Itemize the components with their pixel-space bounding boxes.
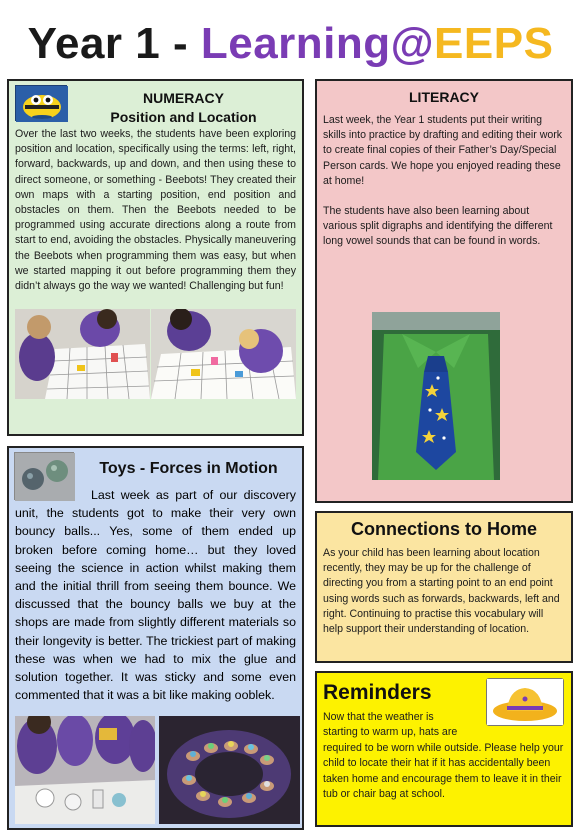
reminders-line-2: starting to warm up, hats are — [323, 726, 458, 739]
title-eeps: EEPS — [434, 19, 554, 68]
literacy-body — [323, 113, 565, 250]
connections-body: As your child has been learning about location recently, they may be up for the challenge of directing you from a starting point to an end point using words such as forwards, backwards, left and right. Continuing to practise this vocabulary will help support their understanding of location. — [323, 547, 560, 636]
literacy-paragraph-1: Last week, the Year 1 students put their writing skills into practice by drafting and editing their work to create final copies of their Father’s Day/Special Person cards. We hope you enjoyed reading these at home! — [323, 114, 563, 187]
title-year: Year 1 - — [27, 19, 201, 68]
reminders-panel — [315, 671, 573, 827]
reminders-line-1: Now that the weather is — [323, 711, 434, 723]
reminders-line-3: required to be worn while outside. Please help your child to locate their hat if it has accidentally been taken home and encourage them to leave it in their tub or chair bag at school. — [323, 741, 564, 801]
beebot-map-photo-2 — [151, 309, 296, 399]
literacy-heading: LITERACY — [409, 89, 479, 105]
toys-panel — [7, 446, 304, 830]
beebot-map-photo-1 — [15, 309, 150, 399]
bouncy-balls-circle-photo — [159, 716, 300, 824]
connections-panel — [315, 511, 573, 663]
numeracy-panel — [7, 79, 304, 436]
toys-body: Last week as part of our discovery unit, the students got to make their very own bouncy balls... Yes, some of them ended up broken before coming home… but they loved seeing the science in action whilst making them and the initial thrill from seeing them bounce. We discussed that the bouncy balls we buy at the shops are made from slightly different materials so their longevity is better. The trickiest part of making these was when we had to mix the glue and solution together. It was sticky and some even commented that it was a bit like making ooblek. — [15, 488, 296, 703]
numeracy-subheading: Position and Location — [110, 109, 257, 125]
reminders-heading: Reminders — [323, 681, 432, 704]
toys-heading: Toys - Forces in Motion — [99, 460, 278, 477]
bouncy-ball-making-photo — [15, 716, 155, 824]
newsletter-title — [0, 18, 581, 70]
numeracy-heading: NUMERACY — [143, 90, 224, 106]
numeracy-body: Over the last two weeks, the students have been exploring position and location, specifically using the terms: left, right, forward, backwards, up and down, and then using these to direct someone, or something - Beebots! They created their own maps with a starting position, end position and obstacles on them. Then the Beebots needed to be programmed using accurate directions along a route from start to end, avoiding the obstacles. Physically maneuvering the Beebots when programming them was easy, but when we started mapping it out before programming them they didn’t always go the way we wanted! Challenging but fun! — [15, 128, 296, 293]
literacy-paragraph-2: The students have also been learning about various split digraphs and identifying the different long vowel sounds that can be found in words. — [323, 205, 553, 248]
beebot-image — [15, 85, 67, 121]
fathers-day-card-photo — [372, 312, 500, 480]
literacy-panel — [315, 79, 573, 503]
title-learning: Learning@ — [200, 19, 435, 68]
connections-heading: Connections to Home — [350, 519, 537, 539]
reminders-body — [323, 710, 565, 802]
